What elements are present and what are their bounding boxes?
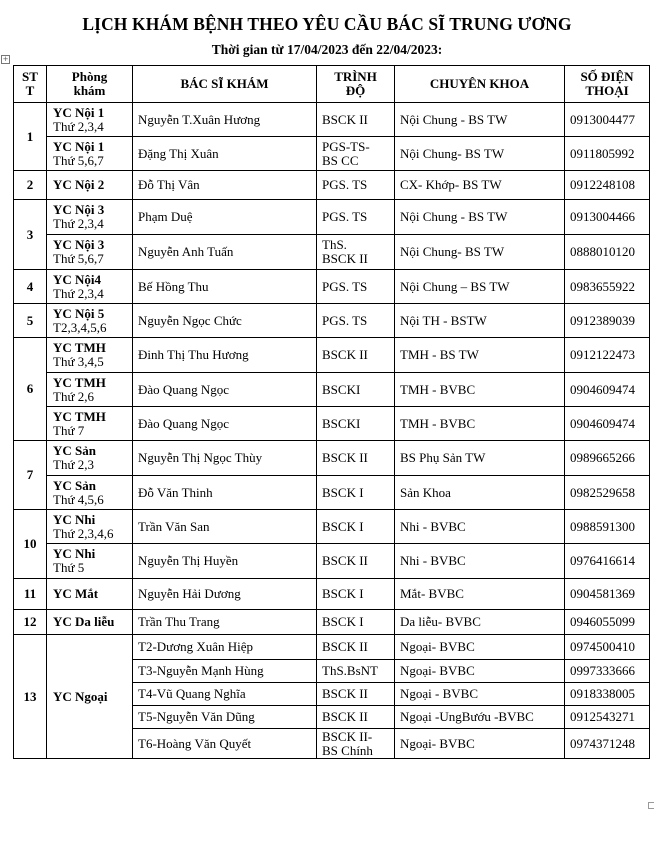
table-row: [14, 235, 650, 270]
stt-cell: 7: [14, 441, 47, 510]
stt-cell: 1: [14, 103, 47, 171]
room-name: YC Nội 5: [53, 305, 105, 321]
table-row: [14, 510, 650, 544]
specialty-cell: Mắt- BVBC: [395, 579, 565, 610]
doctor-cell: Đào Quang Ngọc: [133, 373, 317, 407]
level-text: BSCK II: [322, 686, 368, 701]
room-days: Thứ 5: [53, 560, 85, 575]
room-days: Thứ 2,3,4: [53, 118, 104, 134]
stt-cell: 12: [14, 610, 47, 635]
room-cell: [47, 338, 133, 373]
specialty-cell: BS Phụ Sản TW: [395, 441, 565, 476]
room-days: Thứ 2,6: [53, 388, 94, 404]
room-days: Thứ 2,3,4: [53, 216, 104, 231]
stt-cell: 6: [14, 338, 47, 441]
room-cell: [47, 476, 133, 510]
phone-cell: 0904581369: [565, 579, 650, 610]
header-level: TRÌNH ĐỘ: [317, 66, 395, 103]
level-text: PGS. TS: [322, 209, 368, 224]
level-cell: [317, 579, 395, 610]
level-text: BSCK II: [322, 639, 368, 654]
phone-cell: 0912543271: [565, 706, 650, 729]
room-days: Thứ 7: [53, 422, 85, 438]
level-text: BSCK II: [322, 251, 368, 266]
stt-cell: 4: [14, 270, 47, 304]
level-cell: [317, 635, 395, 660]
table-row: [14, 200, 650, 235]
specialty-cell: Ngoại- BVBC: [395, 660, 565, 683]
room-cell: [47, 441, 133, 476]
level-cell: [317, 683, 395, 706]
level-cell: [317, 200, 395, 235]
room-cell: [47, 579, 133, 610]
room-cell: [47, 103, 133, 137]
specialty-cell: Ngoại -UngBướu -BVBC: [395, 706, 565, 729]
room-days: Thứ 3,4,5: [53, 354, 104, 369]
specialty-cell: Sản Khoa: [395, 476, 565, 510]
specialty-cell: Ngoại - BVBC: [395, 683, 565, 706]
level-text: BSCK II: [322, 709, 368, 724]
room-name: YC Nội 2: [53, 177, 105, 192]
phone-cell: 0997333666: [565, 660, 650, 683]
phone-cell: 0912248108: [565, 171, 650, 200]
room-days: Thứ 5,6,7: [53, 152, 104, 168]
phone-cell: 0983655922: [565, 270, 650, 304]
table-row: [14, 407, 650, 441]
header-stt: ST T: [14, 66, 47, 103]
doctor-cell: Nguyễn Hải Dương: [133, 579, 317, 610]
level-text: ThS.: [322, 237, 347, 252]
specialty-cell: Ngoại- BVBC: [395, 729, 565, 759]
doctor-cell: Trần Văn San: [133, 510, 317, 544]
level-cell: [317, 706, 395, 729]
room-cell: [47, 610, 133, 635]
level-text: BSCK I: [322, 586, 364, 601]
level-cell: [317, 544, 395, 579]
phone-cell: 0912122473: [565, 338, 650, 373]
phone-cell: 0911805992: [565, 137, 650, 171]
level-text: BSCK I: [322, 518, 364, 534]
level-cell: [317, 235, 395, 270]
specialty-cell: TMH - BVBC: [395, 407, 565, 441]
phone-cell: 0912389039: [565, 304, 650, 338]
room-name: YC Nội 1: [53, 138, 105, 154]
header-specialty: CHUYÊN KHOA: [395, 66, 565, 103]
table-row: [14, 270, 650, 304]
doctor-cell: Nguyễn Anh Tuấn: [133, 235, 317, 270]
phone-cell: 0904609474: [565, 407, 650, 441]
table-row: [14, 304, 650, 338]
room-name: YC Sản: [53, 477, 96, 493]
level-text: PGS. TS: [322, 312, 368, 328]
level-cell: [317, 373, 395, 407]
phone-cell: 0976416614: [565, 544, 650, 579]
phone-cell: 0904609474: [565, 373, 650, 407]
table-row: [14, 635, 650, 660]
doctor-cell: Nguyễn T.Xuân Hương: [133, 103, 317, 137]
stt-cell: 10: [14, 510, 47, 579]
table-row: [14, 544, 650, 579]
table-move-handle-icon[interactable]: +: [2, 55, 9, 63]
room-days: Thứ 4,5,6: [53, 491, 104, 507]
level-text: BSCK II-: [322, 728, 373, 744]
room-days: Thứ 2,3,4: [53, 285, 104, 301]
stt-cell: 2: [14, 171, 47, 200]
header-phone: SỐ ĐIỆN THOẠI: [565, 66, 650, 103]
level-text: PGS. TS: [322, 278, 368, 294]
phone-cell: 0988591300: [565, 510, 650, 544]
specialty-cell: Nội Chung - BS TW: [395, 200, 565, 235]
specialty-cell: Nội Chung - BS TW: [395, 103, 565, 137]
table-row: [14, 137, 650, 171]
level-text: BSCK I: [322, 614, 364, 629]
specialty-cell: Ngoại- BVBC: [395, 635, 565, 660]
phone-cell: 0913004466: [565, 200, 650, 235]
specialty-cell: Nội Chung- BS TW: [395, 137, 565, 171]
level-text: BSCK II: [322, 347, 368, 362]
level-text: BSCK II: [322, 450, 368, 465]
phone-cell: 0946055099: [565, 610, 650, 635]
room-name: YC TMH: [53, 408, 106, 424]
level-cell: [317, 610, 395, 635]
room-name: YC TMH: [53, 374, 106, 390]
specialty-cell: TMH - BS TW: [395, 338, 565, 373]
document-title: LỊCH KHÁM BỆNH THEO YÊU CẦU BÁC SĨ TRUNG ƯƠNG: [82, 14, 572, 34]
level-text: BSCKI: [322, 381, 361, 397]
room-cell: [47, 235, 133, 270]
doctor-cell: Phạm Duệ: [133, 200, 317, 235]
level-cell: [317, 441, 395, 476]
specialty-cell: Nhi - BVBC: [395, 510, 565, 544]
doctor-cell: Đỗ Văn Thinh: [133, 476, 317, 510]
room-name: YC Ngoại: [53, 688, 108, 704]
table-row: [14, 373, 650, 407]
table-row: [14, 103, 650, 137]
room-name: YC Sản: [53, 443, 96, 458]
doctor-cell: Đặng Thị Xuân: [133, 137, 317, 171]
room-cell: [47, 544, 133, 579]
specialty-cell: CX- Khớp- BS TW: [395, 171, 565, 200]
level-cell: [317, 407, 395, 441]
level-cell: [317, 304, 395, 338]
table-row: [14, 441, 650, 476]
level-text: BSCK I: [322, 484, 364, 500]
table-row: [14, 338, 650, 373]
stt-cell: 3: [14, 200, 47, 270]
phone-cell: 0974500410: [565, 635, 650, 660]
room-cell: [47, 510, 133, 544]
specialty-cell: Nội Chung- BS TW: [395, 235, 565, 270]
level-cell: [317, 660, 395, 683]
room-name: YC TMH: [53, 340, 106, 355]
level-text: PGS. TS: [322, 177, 368, 192]
specialty-cell: TMH - BVBC: [395, 373, 565, 407]
room-cell: [47, 137, 133, 171]
phone-cell: 0982529658: [565, 476, 650, 510]
level-cell: [317, 270, 395, 304]
room-name: YC Nhi: [53, 546, 96, 561]
specialty-cell: Nhi - BVBC: [395, 544, 565, 579]
header-row: [14, 66, 650, 103]
room-days: T2,3,4,5,6: [53, 319, 107, 335]
end-of-cell-mark: [648, 802, 654, 809]
room-days: Thứ 5,6,7: [53, 251, 104, 266]
level-text: BS Chính: [322, 742, 373, 758]
phone-cell: 0918338005: [565, 683, 650, 706]
date-range-subtitle: Thời gian từ 17/04/2023 đến 22/04/2023:: [211, 42, 443, 57]
level-cell: [317, 171, 395, 200]
table-row: [14, 171, 650, 200]
phone-cell: 0974371248: [565, 729, 650, 759]
doctor-cell: T6-Hoàng Văn Quyết: [133, 729, 317, 759]
specialty-cell: Da liễu- BVBC: [395, 610, 565, 635]
specialty-cell: Nội Chung – BS TW: [395, 270, 565, 304]
level-cell: [317, 476, 395, 510]
doctor-cell: Nguyễn Thị Huyền: [133, 544, 317, 579]
stt-cell: 13: [14, 635, 47, 759]
room-cell: [47, 171, 133, 200]
doctor-cell: Nguyễn Ngọc Chức: [133, 304, 317, 338]
room-name: YC Nội 3: [53, 202, 105, 217]
doctor-cell: T2-Dương Xuân Hiệp: [133, 635, 317, 660]
room-name: YC Nội 3: [53, 237, 105, 252]
level-cell: [317, 103, 395, 137]
table-row: [14, 579, 650, 610]
room-cell: [47, 373, 133, 407]
phone-cell: 0913004477: [565, 103, 650, 137]
level-cell: [317, 729, 395, 759]
room-days: Thứ 2,3,4,6: [53, 525, 114, 541]
room-cell: [47, 270, 133, 304]
table-row: [14, 610, 650, 635]
level-cell: [317, 338, 395, 373]
doctor-cell: Bế Hồng Thu: [133, 270, 317, 304]
level-cell: [317, 137, 395, 171]
doctor-cell: Trần Thu Trang: [133, 610, 317, 635]
doctor-cell: Đào Quang Ngọc: [133, 407, 317, 441]
doctor-cell: T3-Nguyễn Mạnh Hùng: [133, 660, 317, 683]
room-days: Thứ 2,3: [53, 457, 94, 472]
specialty-cell: Nội TH - BSTW: [395, 304, 565, 338]
phone-cell: 0989665266: [565, 441, 650, 476]
doctor-cell: Nguyễn Thị Ngọc Thùy: [133, 441, 317, 476]
header-doctor: BÁC SĨ KHÁM: [133, 66, 317, 103]
table-row: [14, 476, 650, 510]
room-name: YC Nhi: [53, 511, 96, 527]
room-cell: [47, 200, 133, 235]
level-text: ThS.BsNT: [322, 663, 378, 678]
level-text: BSCK II: [322, 111, 368, 127]
level-text: BS CC: [322, 152, 359, 168]
doctor-cell: Đỗ Thị Vân: [133, 171, 317, 200]
room-name: YC Nội 1: [53, 104, 105, 120]
level-cell: [317, 510, 395, 544]
room-cell: [47, 407, 133, 441]
room-name: YC Mắt: [53, 586, 99, 601]
schedule-table: [13, 65, 650, 759]
phone-cell: 0888010120: [565, 235, 650, 270]
level-text: BSCK II: [322, 553, 368, 568]
header-room: Phòng khám: [47, 66, 133, 103]
room-cell: [47, 304, 133, 338]
room-name: YC Nội4: [53, 271, 102, 287]
room-cell: [47, 635, 133, 759]
doctor-cell: T5-Nguyễn Văn Dũng: [133, 706, 317, 729]
level-text: BSCKI: [322, 415, 361, 431]
doctor-cell: T4-Vũ Quang Nghĩa: [133, 683, 317, 706]
stt-cell: 5: [14, 304, 47, 338]
level-text: PGS-TS-: [322, 138, 370, 154]
doctor-cell: Đinh Thị Thu Hương: [133, 338, 317, 373]
room-name: YC Da liễu: [53, 614, 115, 629]
stt-cell: 11: [14, 579, 47, 610]
